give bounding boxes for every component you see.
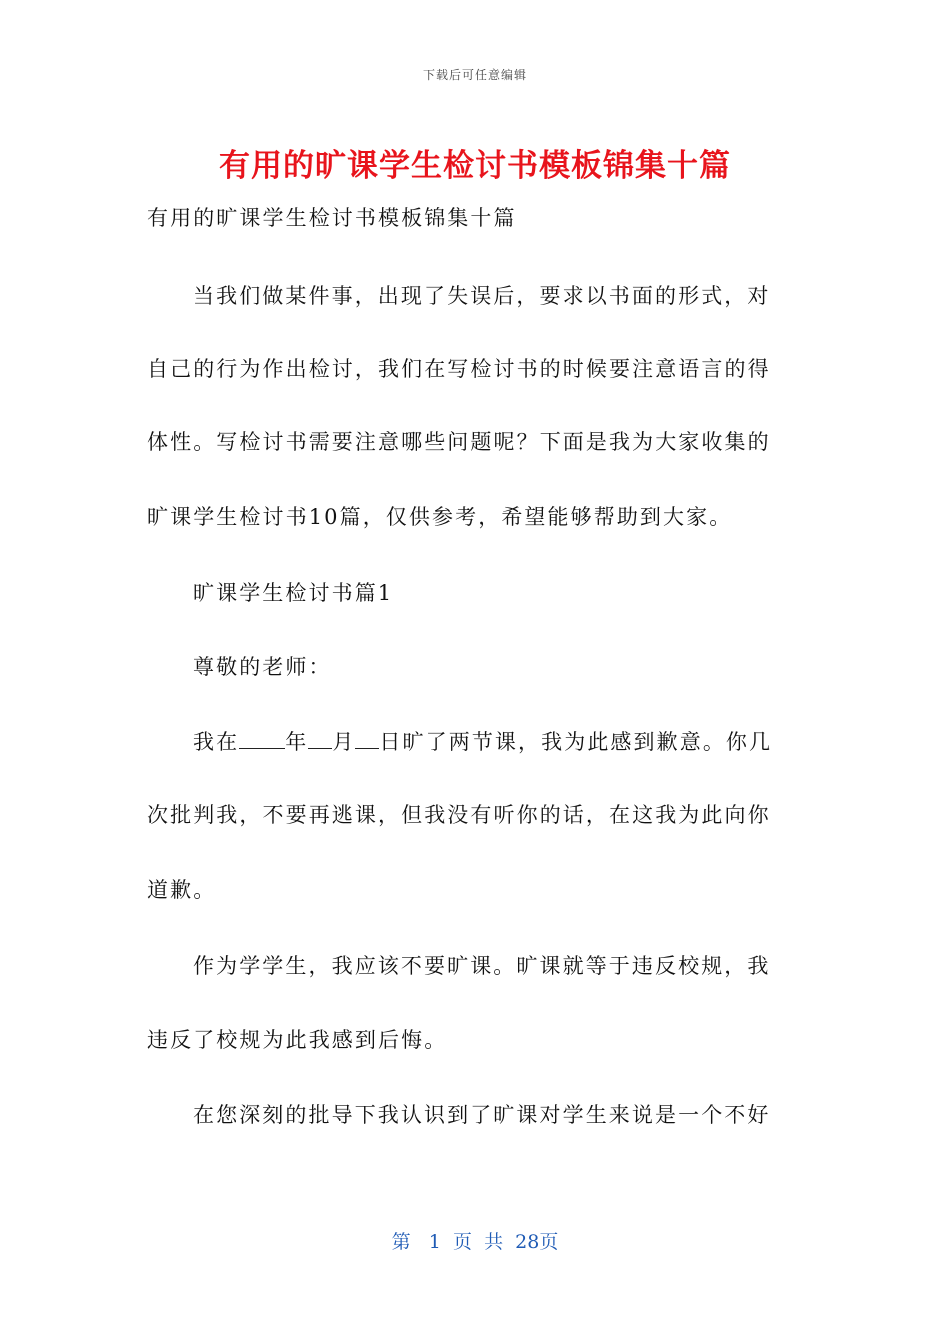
paragraph-line: 道歉。 [147,878,217,902]
footer-page-label: 第 [391,1231,411,1253]
paragraph-line: 作为学学生，我应该不要旷课。旷课就等于违反校规，我 [193,954,771,978]
text-segment: 我在 [193,730,240,754]
text-segment: 日旷了两节课，我为此感到歉意。你几 [379,730,773,754]
paragraph-line: 在您深刻的批导下我认识到了旷课对学生来说是一个不好 [193,1103,771,1127]
subtitle: 有用的旷课学生检讨书模板锦集十篇 [147,206,517,230]
paragraph-line: 自己的行为作出检讨，我们在写检讨书的时候要注意语言的得 [147,357,771,381]
footer-current-page: 1 [428,1231,441,1253]
paragraph-line: 体性。写检讨书需要注意哪些问题呢？下面是我为大家收集的 [147,430,771,454]
text-segment: 月 [332,730,356,754]
paragraph-line: 旷课学生检讨书10篇，仅供参考，希望能够帮助到大家。 [147,505,733,529]
paragraph-line-with-blanks [193,728,772,756]
greeting: 尊敬的老师： [193,655,332,679]
header-note: 下载后可任意编辑 [422,68,527,82]
fill-blank-year [239,730,285,749]
paragraph-line: 当我们做某件事，出现了失误后，要求以书面的形式，对 [193,284,771,308]
footer-total-pages: 28页 [515,1231,559,1253]
document-title: 有用的旷课学生检讨书模板锦集十篇 [219,148,731,184]
fill-blank-month [308,730,332,749]
paragraph-line: 违反了校规为此我感到后悔。 [147,1028,448,1052]
text-segment: 年 [285,730,309,754]
footer-total-label: 共 [484,1231,504,1253]
footer-page-unit: 页 [452,1231,472,1253]
section-heading: 旷课学生检讨书篇1 [193,581,394,605]
fill-blank-day [355,730,379,749]
page-footer [0,1227,950,1254]
paragraph-line: 次批判我，不要再逃课，但我没有听你的话，在这我为此向你 [147,803,771,827]
